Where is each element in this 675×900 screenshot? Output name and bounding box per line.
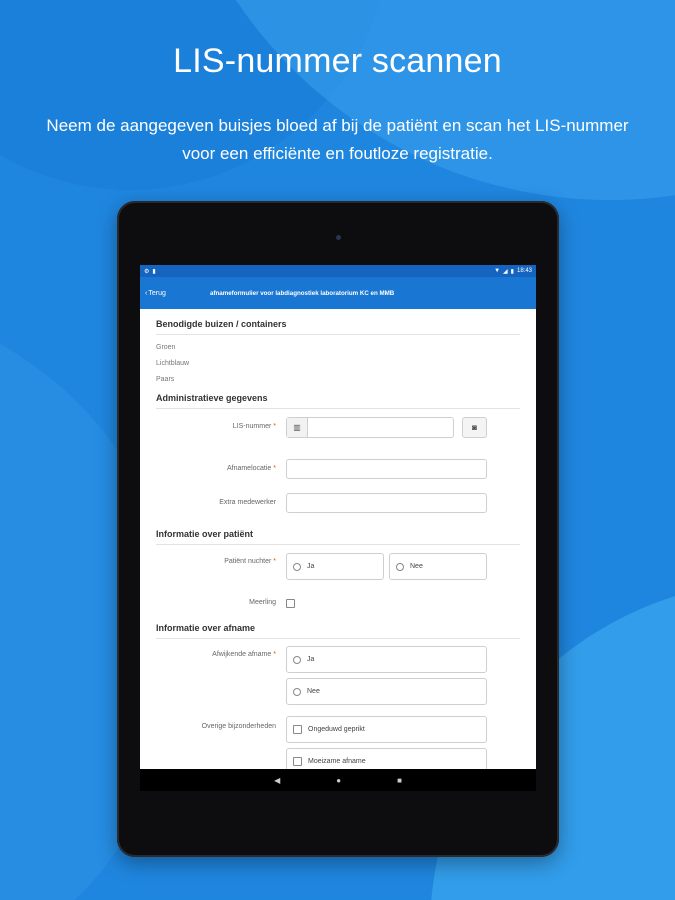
option-label: Nee — [410, 563, 423, 570]
back-label: Terug — [148, 289, 166, 297]
radio-icon — [396, 563, 404, 571]
nav-back-icon[interactable]: ◀ — [274, 775, 281, 785]
radio-icon — [293, 688, 301, 696]
nav-recents-icon[interactable]: ■ — [397, 775, 402, 785]
camera-scan-button[interactable] — [462, 417, 487, 438]
app-screen — [140, 265, 536, 769]
lis-input[interactable] — [286, 417, 454, 438]
section-admin: Administratieve gegevens — [156, 393, 520, 409]
option-label: Ja — [307, 656, 315, 663]
radio-icon — [293, 563, 301, 571]
afnamelocatie-row — [156, 459, 520, 493]
extra-medewerker-input[interactable] — [286, 493, 487, 513]
lis-label: LIS-nummer * — [232, 423, 276, 430]
nuchter-ja-option[interactable] — [286, 553, 384, 580]
meerling-label: Meerling — [249, 599, 276, 606]
tablet-device — [117, 201, 559, 857]
option-label: Nee — [307, 688, 320, 695]
android-nav-bar — [140, 769, 536, 791]
section-afname: Informatie over afname — [156, 623, 520, 639]
afwijkende-ja-option[interactable] — [286, 646, 487, 673]
subtitle: Neem de aangegeven buisjes bloed af bij de patiënt en scan het LIS-nummer voor een efficiënte en foutloze registratie. — [46, 116, 629, 163]
afwijkende-label: Afwijkende afname * — [212, 651, 276, 658]
ongeduwd-option[interactable] — [286, 716, 487, 743]
radio-icon — [293, 656, 301, 664]
lis-row — [156, 417, 520, 459]
headline: LIS-nummer scannen — [173, 42, 502, 80]
back-button[interactable] — [145, 277, 166, 309]
option-label: Ja — [307, 563, 315, 570]
nuchter-row — [156, 553, 520, 597]
bijzonderheden-label: Overige bijzonderheden — [201, 723, 276, 730]
tube-item: Lichtblauw — [156, 360, 190, 367]
app-bar — [140, 277, 536, 309]
option-label: Moeizame afname — [308, 758, 366, 765]
lock-icon: ▮ — [152, 268, 156, 275]
status-bar — [140, 265, 536, 277]
page-title: afnameformulier voor labdiagnostiek laboratorium KC en MMB — [210, 289, 395, 297]
nav-home-icon[interactable]: ● — [336, 775, 342, 785]
checkbox-icon — [293, 725, 302, 734]
moeizame-option[interactable] — [286, 748, 487, 769]
nuchter-nee-option[interactable] — [389, 553, 487, 580]
status-time: 18:43 — [516, 268, 532, 274]
form — [140, 319, 536, 769]
tube-item: Groen — [156, 344, 176, 351]
camera-icon: ◙ — [472, 423, 477, 432]
signal-icon: ◢ — [503, 268, 508, 275]
barcode-icon: ▥ — [287, 418, 308, 437]
meerling-row — [156, 597, 520, 623]
extra-medewerker-label: Extra medewerker — [219, 499, 276, 506]
afwijkende-row — [156, 646, 520, 716]
section-patient: Informatie over patiënt — [156, 529, 520, 545]
afwijkende-nee-option[interactable] — [286, 678, 487, 705]
tube-item: Paars — [156, 376, 175, 383]
extra-medewerker-row — [156, 493, 520, 527]
section-buizen: Benodigde buizen / containers — [156, 319, 520, 335]
wifi-icon: ▼ — [494, 268, 501, 274]
nuchter-label: Patiënt nuchter * — [224, 558, 276, 565]
meerling-checkbox[interactable] — [286, 599, 295, 608]
bijzonderheden-row — [156, 716, 520, 769]
settings-icon: ⚙ — [144, 268, 150, 275]
option-label: Ongeduwd geprikt — [308, 726, 365, 733]
chevron-left-icon: ‹ — [145, 289, 148, 297]
battery-icon: ▮ — [510, 268, 514, 275]
afnamelocatie-label: Afnamelocatie * — [226, 465, 276, 472]
checkbox-icon — [293, 757, 302, 766]
afnamelocatie-input[interactable] — [286, 459, 487, 479]
front-camera — [336, 235, 341, 240]
